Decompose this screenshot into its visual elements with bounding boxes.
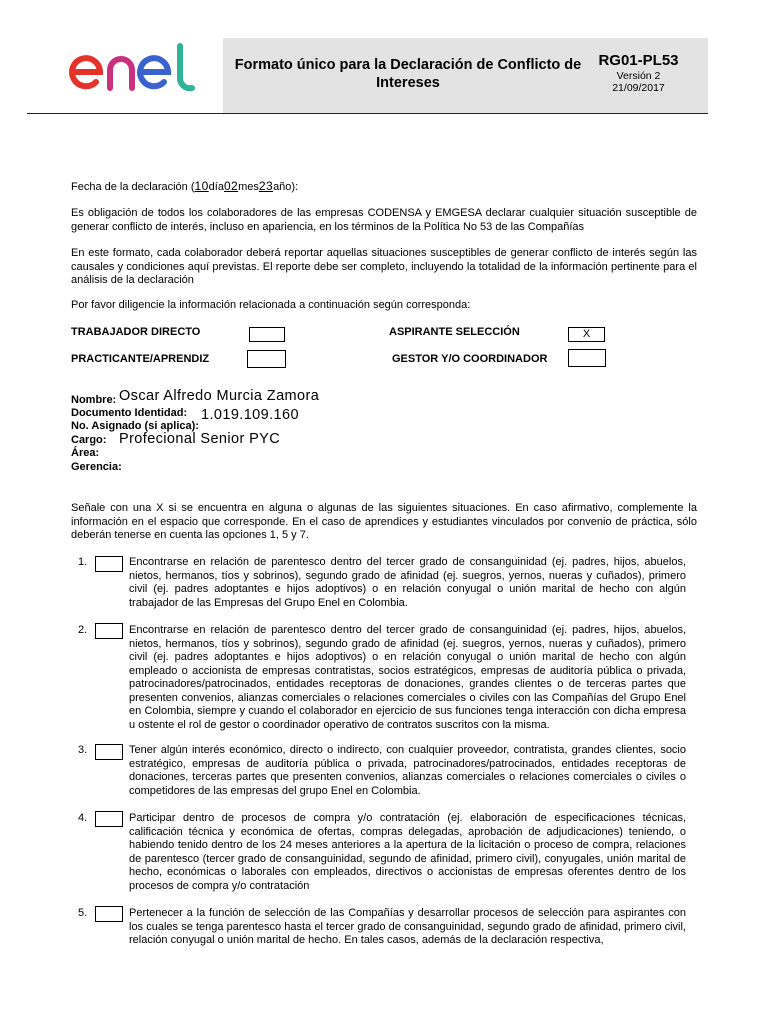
- situation-3-checkbox[interactable]: [95, 744, 123, 760]
- category-trabajador-label: TRABAJADOR DIRECTO: [71, 326, 201, 338]
- date-year-value[interactable]: 23: [258, 179, 274, 193]
- documento-label: Documento Identidad:: [71, 407, 188, 419]
- category-practicante-checkbox[interactable]: [247, 350, 286, 368]
- aspirante-mark: X: [582, 328, 591, 340]
- category-aspirante-checkbox[interactable]: [568, 327, 605, 342]
- situation-4-number: 4.: [78, 812, 88, 824]
- paragraph-fill: Por favor diligencie la información relacionada a continuación según corresponda:: [71, 299, 471, 311]
- document-date: 21/09/2017: [612, 82, 665, 94]
- document-code: RG01-PL53: [598, 52, 679, 69]
- category-trabajador-checkbox[interactable]: [249, 327, 285, 342]
- documento-value[interactable]: 1.019.109.160: [201, 407, 299, 423]
- nombre-value[interactable]: Oscar Alfredo Murcia Zamora: [119, 388, 320, 404]
- category-gestor-checkbox[interactable]: [568, 349, 606, 367]
- situation-5-checkbox[interactable]: [95, 906, 123, 922]
- category-practicante-label: PRACTICANTE/APRENDIZ: [71, 353, 210, 365]
- document-version: Versión 2: [616, 70, 661, 82]
- situation-2-number: 2.: [78, 624, 88, 636]
- situation-2-checkbox[interactable]: [95, 623, 123, 639]
- area-label: Área:: [71, 447, 100, 459]
- situation-5-text: Pertenecer a la función de selección de las Compañías y desarrollar procesos de selección para aspirantes con los cuales se tenga parentesco hasta el tercer grado de consanguinidad, segundo grado de afinidad, primero civil, relación conyugal o unión marital de hecho. En tales casos, además de la declaración respectiva,: [129, 907, 686, 946]
- situation-3-number: 3.: [78, 744, 88, 756]
- instructions-paragraph: Señale con una X si se encuentra en alguna o algunas de las siguientes situaciones. En caso afirmativo, complemente la información en el espacio que corresponde. En el caso de aprendices y estudiantes vinculados por convenio de práctica, sólo deberán tenerse en cuenta las opciones 1, 5 y 7.: [71, 502, 697, 541]
- gerencia-label: Gerencia:: [71, 461, 122, 473]
- paragraph-format: En este formato, cada colaborador deberá reportar aquellas situaciones susceptibles de generar conflicto de interés según las causales y condiciones aquí previstas. El reporte debe ser completo, incluyendo la totalidad de la información pertinente para el análisis de la declaración: [71, 247, 697, 286]
- svg-text:enel: enel: [66, 27, 97, 44]
- paragraph-obligation: Es obligación de todos los colaboradores de las empresas CODENSA y EMGESA declarar cualquier situación susceptible de generar conflicto de interés, incluso en apariencia, en los términos de la Política No 53 de las Compañías: [71, 207, 697, 233]
- situation-4-text: Participar dentro de procesos de compra y/o contratación (ej. elaboración de especificaciones técnicas, calificación técnica y económica de ofertas, compras delegadas, aprobación de adjudicaciones) teniendo, o habiendo tenido dentro de los 24 meses anteriores a la apertura de la licitación o proceso de compra, relaciones de parentesco (tercer grado de consanguinidad, segundo de afinidad, primero civil), conyugales, unión marital de hecho, económicas o laborales con empleados, directivos o accionistas de empresas oferentes dentro de los procesos de compra y/o contratación: [129, 812, 686, 892]
- category-aspirante-label: ASPIRANTE SELECCIÓN: [389, 326, 520, 338]
- date-month-value[interactable]: 02: [223, 179, 239, 193]
- situation-1-number: 1.: [78, 556, 88, 568]
- situation-4-checkbox[interactable]: [95, 811, 123, 827]
- cargo-value[interactable]: Profecional Senior PYC: [119, 431, 281, 447]
- situation-5-number: 5.: [78, 907, 88, 919]
- category-gestor-label: GESTOR Y/O COORDINADOR: [392, 353, 548, 365]
- asignado-label: No. Asignado (si aplica):: [71, 420, 199, 432]
- document-title: Formato único para la Declaración de Conflicto de Intereses: [234, 57, 582, 91]
- nombre-label: Nombre:: [71, 394, 117, 406]
- situation-1-checkbox[interactable]: [95, 556, 123, 572]
- situation-1-text: Encontrarse en relación de parentesco dentro del tercer grado de consanguinidad (ej. padres, hijos, abuelos, nietos, hermanos, tíos y sobrinos), segundo grado de afinidad (ej. suegros, yernos, nueras y cuñados), primero civil (ej. padres adoptantes e hijos adoptivos) o en relación conyugal o unión marital de hecho con algún trabajador de las Empresas del Grupo Enel en Colombia.: [129, 556, 686, 609]
- enel-logo: [66, 27, 202, 96]
- declaration-date-line: Fecha de la declaración (10día02mes23año):: [71, 179, 299, 193]
- date-day-value[interactable]: 10: [194, 179, 209, 193]
- situation-3-text: Tener algún interés económico, directo o indirecto, con cualquier proveedor, contratista, grandes clientes, socio estratégico, empresas de auditoría pública o privada, patrocinadores/patrocinados, entidades receptoras de donaciones, terceras partes que presenten convenios, alianzas comerciales o relaciones comerciales o civiles o competidores de las empresas del grupo Enel en Colombia.: [129, 744, 686, 797]
- header-divider: [27, 113, 708, 114]
- cargo-label: Cargo:: [71, 434, 107, 446]
- document-code-block: [582, 52, 695, 94]
- situation-2-text: Encontrarse en relación de parentesco dentro del tercer grado de consanguinidad (ej. padres, hijos, abuelos, nietos, hermanos, tíos y sobrinos), segundo grado de afinidad (ej. suegros, yernos, nueras y cuñados), primero civil (ej. padres adoptantes e hijos adoptivos) o en relación conyugal o unión marital de hecho con algún empleado o accionista de empresas contratistas, socios estratégicos, empresas de auditoría pública o privada, patrocinadores/patrocinados, entidades receptoras de donaciones, grandes clientes o de terceras partes que presenten convenios, alianzas comerciales o relaciones comerciales o civiles con las Compañías del Grupo Enel en Colombia, siempre y cuando el colaborador en ejercicio de sus funciones tenga interacción con dicha empresa u ostente el rol de gestor o coordinador operativo de contratos suscritos con la misma.: [129, 624, 686, 731]
